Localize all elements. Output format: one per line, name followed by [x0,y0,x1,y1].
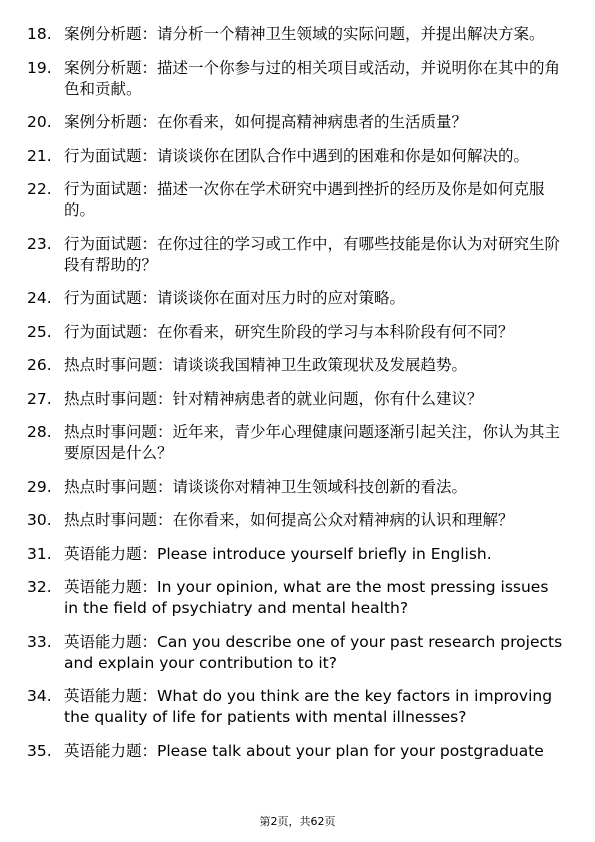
question-number: 34. [27,687,52,705]
question-number: 35. [27,741,52,760]
question-body [64,355,567,376]
question-number: 21. [27,146,52,165]
question-separator: ： [157,356,173,374]
question-separator: ： [157,389,173,408]
question-body [64,741,567,762]
question-number: 18. [27,25,52,43]
question-text: 在你看来，如何提高公众对精神病的认识和理解？ [172,511,514,529]
question-type: 热点时事问题 [64,511,158,529]
question-type: 热点时事问题 [64,356,158,374]
question-item [27,389,567,410]
question-text: Can you describe one of your past research projects and explain your contribution to it? [64,632,563,672]
question-item [27,322,567,343]
question-number: 29. [27,477,52,496]
question-text: 针对精神病患者的就业问题，你有什么建议？ [172,389,483,408]
question-item [27,686,567,728]
question-separator: ： [141,113,158,131]
page-footer [0,815,595,829]
question-body [64,24,567,45]
question-body [64,389,567,410]
question-body [64,422,567,464]
question-number: 30. [27,511,52,529]
question-text: 近年来，青少年心理健康问题逐渐引起关注，你认为其主要原因是什么？ [64,423,561,462]
question-body [64,577,567,619]
question-text: 请谈谈你对精神卫生领域科技创新的看法。 [172,477,468,496]
question-body [64,686,567,728]
question-item [27,355,567,376]
question-type: 热点时事问题 [64,477,158,496]
question-separator: ： [141,146,158,165]
question-number: 26. [27,356,52,374]
question-number: 20. [27,113,52,131]
question-item [27,510,567,531]
question-number: 32. [27,578,52,596]
page-number-label: 第2页，共62页 [259,815,336,828]
question-number: 23. [27,234,52,253]
question-type: 案例分析题 [64,25,142,43]
question-text: 在你看来，如何提高精神病患者的生活质量？ [157,113,468,131]
question-body [64,510,567,531]
question-type: 行为面试题 [64,289,142,307]
question-text: 请谈谈我国精神卫生政策现状及发展趋势。 [172,356,468,374]
question-separator: ： [141,544,158,563]
question-separator: ： [141,58,158,77]
question-separator: ： [141,180,158,198]
question-separator: ： [141,632,158,651]
question-text: Please introduce yourself briefly in English. [157,544,492,563]
question-separator: ： [157,423,173,441]
question-separator: ： [157,511,173,529]
question-text: 在你看来，研究生阶段的学习与本科阶段有何不同？ [157,322,514,341]
question-body [64,179,567,221]
question-number: 22. [27,180,52,198]
question-number: 33. [27,632,52,651]
question-type: 英语能力题 [64,687,142,705]
question-number: 19. [27,58,52,77]
question-text: In your opinion, what are the most pressing issues in the field of psychiatry and mental health? [64,578,549,617]
question-type: 行为面试题 [64,180,142,198]
question-type: 英语能力题 [64,544,142,563]
question-number: 27. [27,389,52,408]
question-item [27,58,567,100]
question-body [64,322,567,343]
question-text: Please talk about your plan for your postgraduate [157,741,544,760]
question-separator: ： [141,741,158,760]
question-item [27,112,567,133]
question-body [64,146,567,167]
question-item [27,288,567,309]
question-item [27,146,567,167]
question-separator: ： [141,322,158,341]
question-type: 热点时事问题 [64,423,158,441]
question-body [64,58,567,100]
question-item [27,179,567,221]
question-number: 24. [27,289,52,307]
question-text: 在你过往的学习或工作中，有哪些技能是你认为对研究生阶段有帮助的？ [64,234,561,274]
question-text: 请谈谈你在团队合作中遇到的困难和你是如何解决的。 [157,146,530,165]
question-type: 英语能力题 [64,632,142,651]
question-type: 热点时事问题 [64,389,158,408]
question-item [27,234,567,276]
question-body [64,544,567,565]
question-type: 案例分析题 [64,113,142,131]
question-type: 案例分析题 [64,58,142,77]
question-body [64,477,567,498]
question-item [27,741,567,762]
question-text: 请分析一个精神卫生领域的实际问题，并提出解决方案。 [157,25,545,43]
question-number: 25. [27,322,52,341]
question-text: What do you think are the key factors in improving the quality of life for patients with mental illnesses? [64,687,553,726]
question-body [64,632,567,674]
question-type: 行为面试题 [64,322,142,341]
question-type: 行为面试题 [64,146,142,165]
question-text: 请谈谈你在面对压力时的应对策略。 [157,289,406,307]
question-item [27,577,567,619]
question-separator: ： [157,477,173,496]
question-item [27,632,567,674]
question-number: 28. [27,423,52,441]
question-number: 31. [27,544,52,563]
question-type: 英语能力题 [64,578,142,596]
question-type: 行为面试题 [64,234,142,253]
question-item [27,544,567,565]
question-item [27,24,567,45]
question-type: 英语能力题 [64,741,142,760]
question-body [64,234,567,276]
question-text: 描述一次你在学术研究中遇到挫折的经历及你是如何克服的。 [64,180,545,219]
question-separator: ： [141,578,158,596]
question-item [27,477,567,498]
question-separator: ： [141,25,158,43]
question-body [64,112,567,133]
question-body [64,288,567,309]
question-text: 描述一个你参与过的相关项目或活动，并说明你在其中的角色和贡献。 [64,58,561,98]
question-separator: ： [141,289,158,307]
question-separator: ： [141,234,158,253]
question-item [27,422,567,464]
question-list [27,24,567,774]
question-separator: ： [141,687,158,705]
